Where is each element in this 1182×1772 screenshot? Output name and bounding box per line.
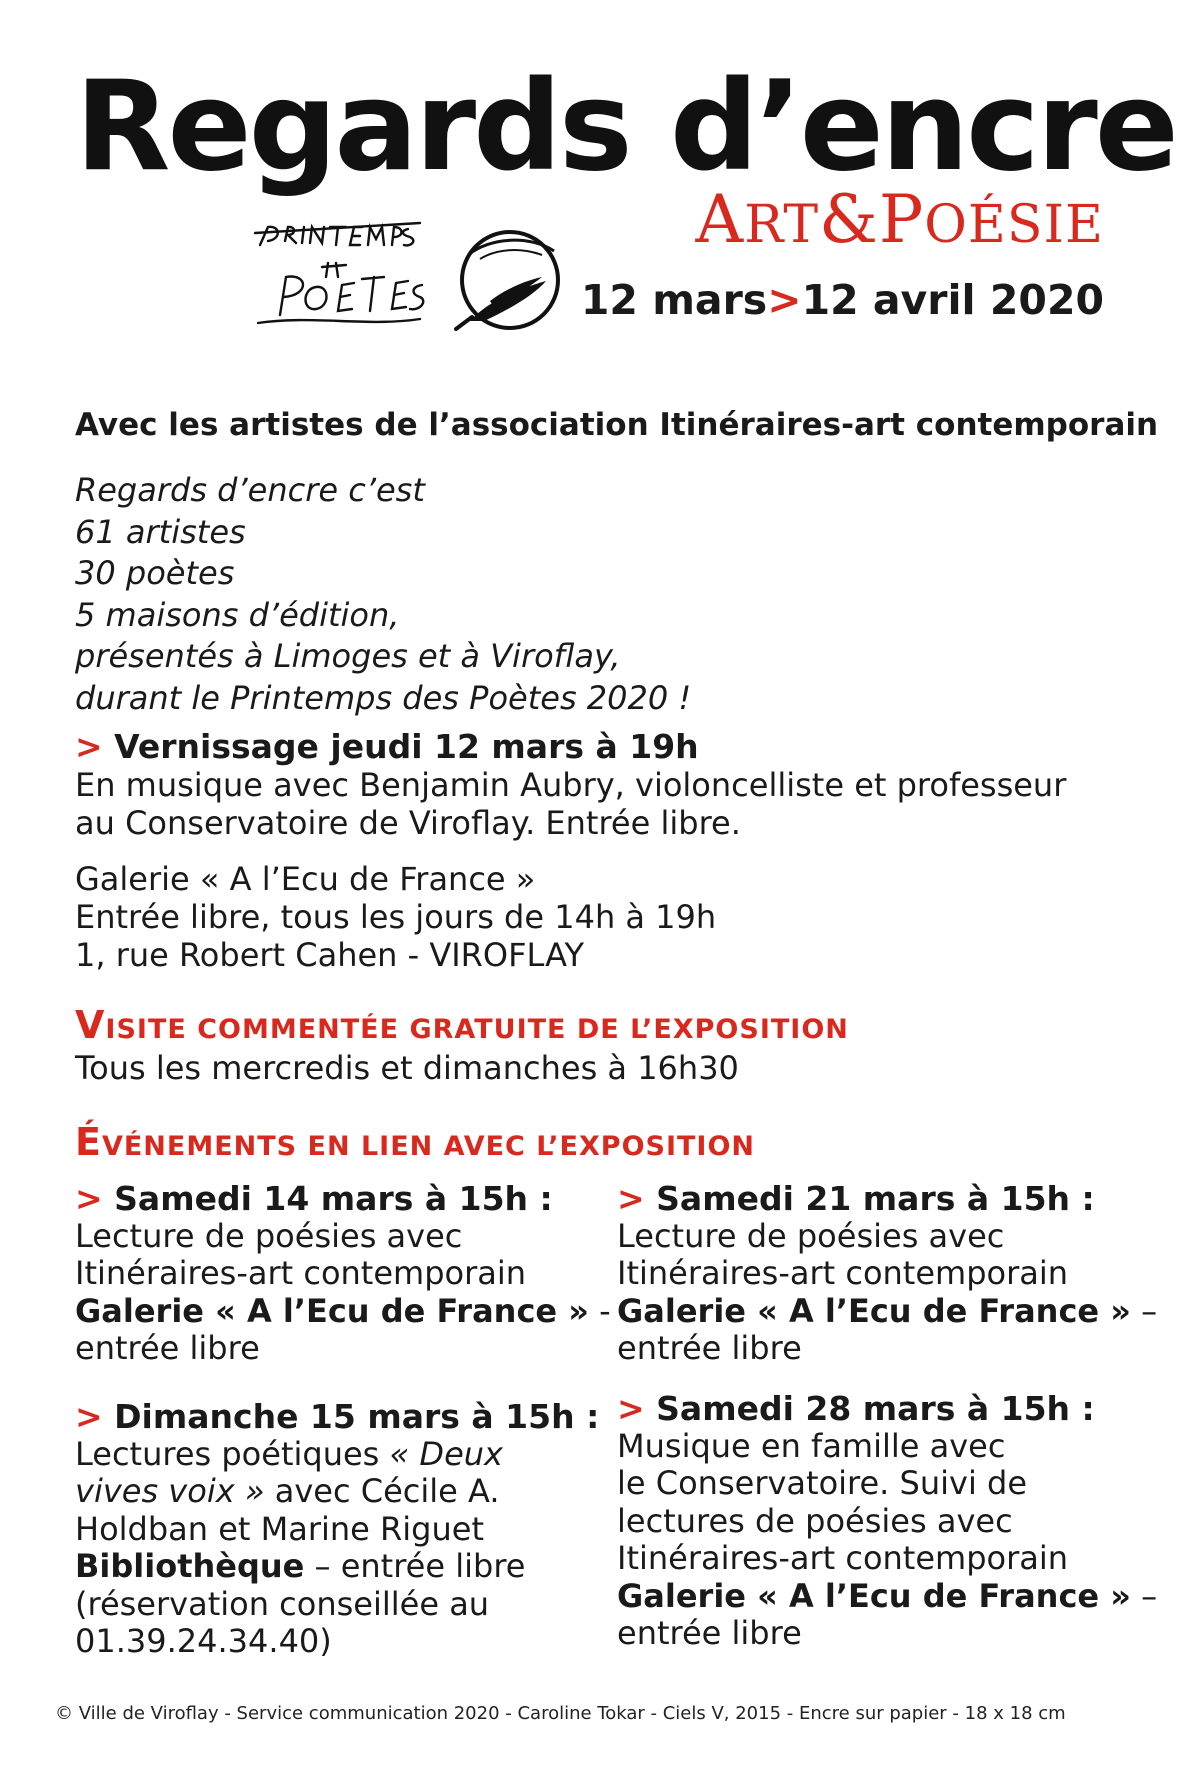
event-samedi-28 [617, 1390, 1157, 1653]
event-line: entrée libre [617, 1614, 802, 1652]
event-venue-sep: - [588, 1291, 611, 1330]
event-venue: Bibliothèque [75, 1547, 305, 1585]
intro-line: 61 artistes [75, 512, 246, 551]
subtitle-art-rest: RT [744, 195, 820, 255]
event-line: 01.39.24.34.40) [75, 1622, 332, 1660]
arrow-icon: > [75, 727, 103, 766]
evenements-title [75, 1120, 1122, 1164]
event-heading [75, 1180, 611, 1218]
event-heading [75, 1398, 599, 1436]
intro-line: 5 maisons d’édition, [75, 595, 400, 634]
arrow-icon: > [75, 1179, 103, 1218]
subtitle-art-poesie [696, 180, 1104, 265]
event-line: Itinéraires-art contemporain [617, 1539, 1069, 1577]
event-italic-text: « Deux [389, 1434, 503, 1473]
event-line: lectures de poésies avec [617, 1501, 1013, 1540]
printemps-des-poetes-logo [250, 215, 425, 335]
event-line: Holdban et Marine Riguet [75, 1509, 484, 1548]
event-text: Lectures poétiques [75, 1434, 390, 1473]
intro-block [75, 470, 1122, 719]
visite-heading-rest: ISITE COMMENTÉE GRATUITE DE L’EXPOSITION [105, 1014, 849, 1045]
intro-line: durant le Printemps des Poètes 2020 ! [75, 678, 692, 717]
subtitle-poesie-rest: OÉSIE [924, 195, 1104, 255]
event-samedi-14 [75, 1180, 611, 1368]
event-line: Itinéraires-art contemporain [617, 1254, 1069, 1292]
association-line: Avec les artistes de l’association Itinéraires-art contemporain [75, 407, 1159, 443]
event-title: Samedi 21 mars à 15h : [656, 1179, 1095, 1218]
galerie-name: Galerie « A l’Ecu de France » [75, 860, 536, 898]
event-line: le Conservatoire. Suivi de [617, 1464, 1027, 1502]
event-venue-line [75, 1548, 599, 1586]
galerie-hours: Entrée libre, tous les jours de 14h à 19h [75, 898, 717, 936]
visite-heading-initial: V [75, 1003, 106, 1047]
date-end: 12 avril 2020 [801, 276, 1104, 324]
date-start: 12 mars [580, 276, 768, 324]
event-line [75, 1473, 599, 1511]
event-venue-line [617, 1578, 1157, 1616]
vernissage-line: au Conservatoire de Viroflay. Entrée libre. [75, 804, 741, 842]
event-dates [581, 272, 1104, 328]
evenements-heading-rest: VÉNEMENTS EN LIEN AVEC L’EXPOSITION [101, 1131, 756, 1162]
event-line [75, 1436, 599, 1474]
event-italic-text: vives voix » [75, 1472, 265, 1510]
vernissage-title: Vernissage jeudi 12 mars à 19h [114, 727, 699, 766]
arrow-icon: > [617, 1389, 645, 1428]
itineraires-logo [450, 225, 570, 335]
arrow-icon: > [617, 1179, 645, 1218]
event-title: Samedi 28 mars à 15h : [656, 1389, 1095, 1428]
vernissage-heading [75, 728, 1122, 766]
intro-line: 30 poètes [75, 554, 235, 592]
event-line: Itinéraires-art contemporain [75, 1254, 527, 1292]
event-venue-sep: – [1130, 1576, 1158, 1615]
event-heading [617, 1180, 1157, 1218]
event-venue-sep: – [1130, 1291, 1158, 1330]
event-line: entrée libre [75, 1329, 260, 1367]
date-separator: > [767, 276, 802, 324]
event-venue-rest: – entrée libre [304, 1547, 526, 1585]
event-line: Musique en famille avec [617, 1426, 1006, 1465]
event-venue-line [75, 1293, 611, 1331]
event-title: Dimanche 15 mars à 15h : [114, 1397, 600, 1436]
evenements-heading [75, 1120, 1122, 1164]
event-line: (réservation conseillée au [75, 1584, 490, 1623]
intro-line: présentés à Limoges et à Viroflay, [75, 637, 621, 675]
event-heading [617, 1390, 1157, 1428]
event-line: Lecture de poésies avec [617, 1216, 1005, 1255]
subtitle-ampersand: & [819, 181, 879, 258]
event-venue-line [617, 1293, 1157, 1331]
footer-credits: © Ville de Viroflay - Service communication 2020 - Caroline Tokar - Ciels V, 2015 - Encre sur papier - 18 x 18 cm [55, 1703, 1066, 1724]
galerie-address: 1, rue Robert Cahen - VIROFLAY [75, 936, 585, 974]
event-line: entrée libre [617, 1329, 802, 1367]
evenements-heading-initial: É [75, 1120, 102, 1164]
subtitle-art-a: A [695, 181, 745, 258]
event-title: Samedi 14 mars à 15h : [114, 1179, 553, 1218]
event-venue: Galerie « A l’Ecu de France » [75, 1291, 589, 1330]
arrow-icon: > [75, 1397, 103, 1436]
event-samedi-21 [617, 1180, 1157, 1368]
intro-line: Regards d’encre c’est [75, 471, 425, 509]
visite-block [75, 1003, 1122, 1087]
visite-heading [75, 1003, 1122, 1049]
visite-text: Tous les mercredis et dimanches à 16h30 [75, 1049, 739, 1087]
event-line: Lecture de poésies avec [75, 1216, 463, 1255]
event-dimanche-15 [75, 1398, 599, 1661]
poster-title: Regards d’encre [75, 55, 1176, 199]
galerie-block [75, 860, 1122, 974]
event-venue: Galerie « A l’Ecu de France » [617, 1291, 1131, 1330]
vernissage-block [75, 728, 1122, 842]
vernissage-line: En musique avec Benjamin Aubry, violoncelliste et professeur [75, 766, 1067, 804]
event-text: avec Cécile A. [264, 1472, 500, 1510]
event-venue: Galerie « A l’Ecu de France » [617, 1576, 1131, 1615]
subtitle-poesie-p: P [878, 181, 925, 258]
